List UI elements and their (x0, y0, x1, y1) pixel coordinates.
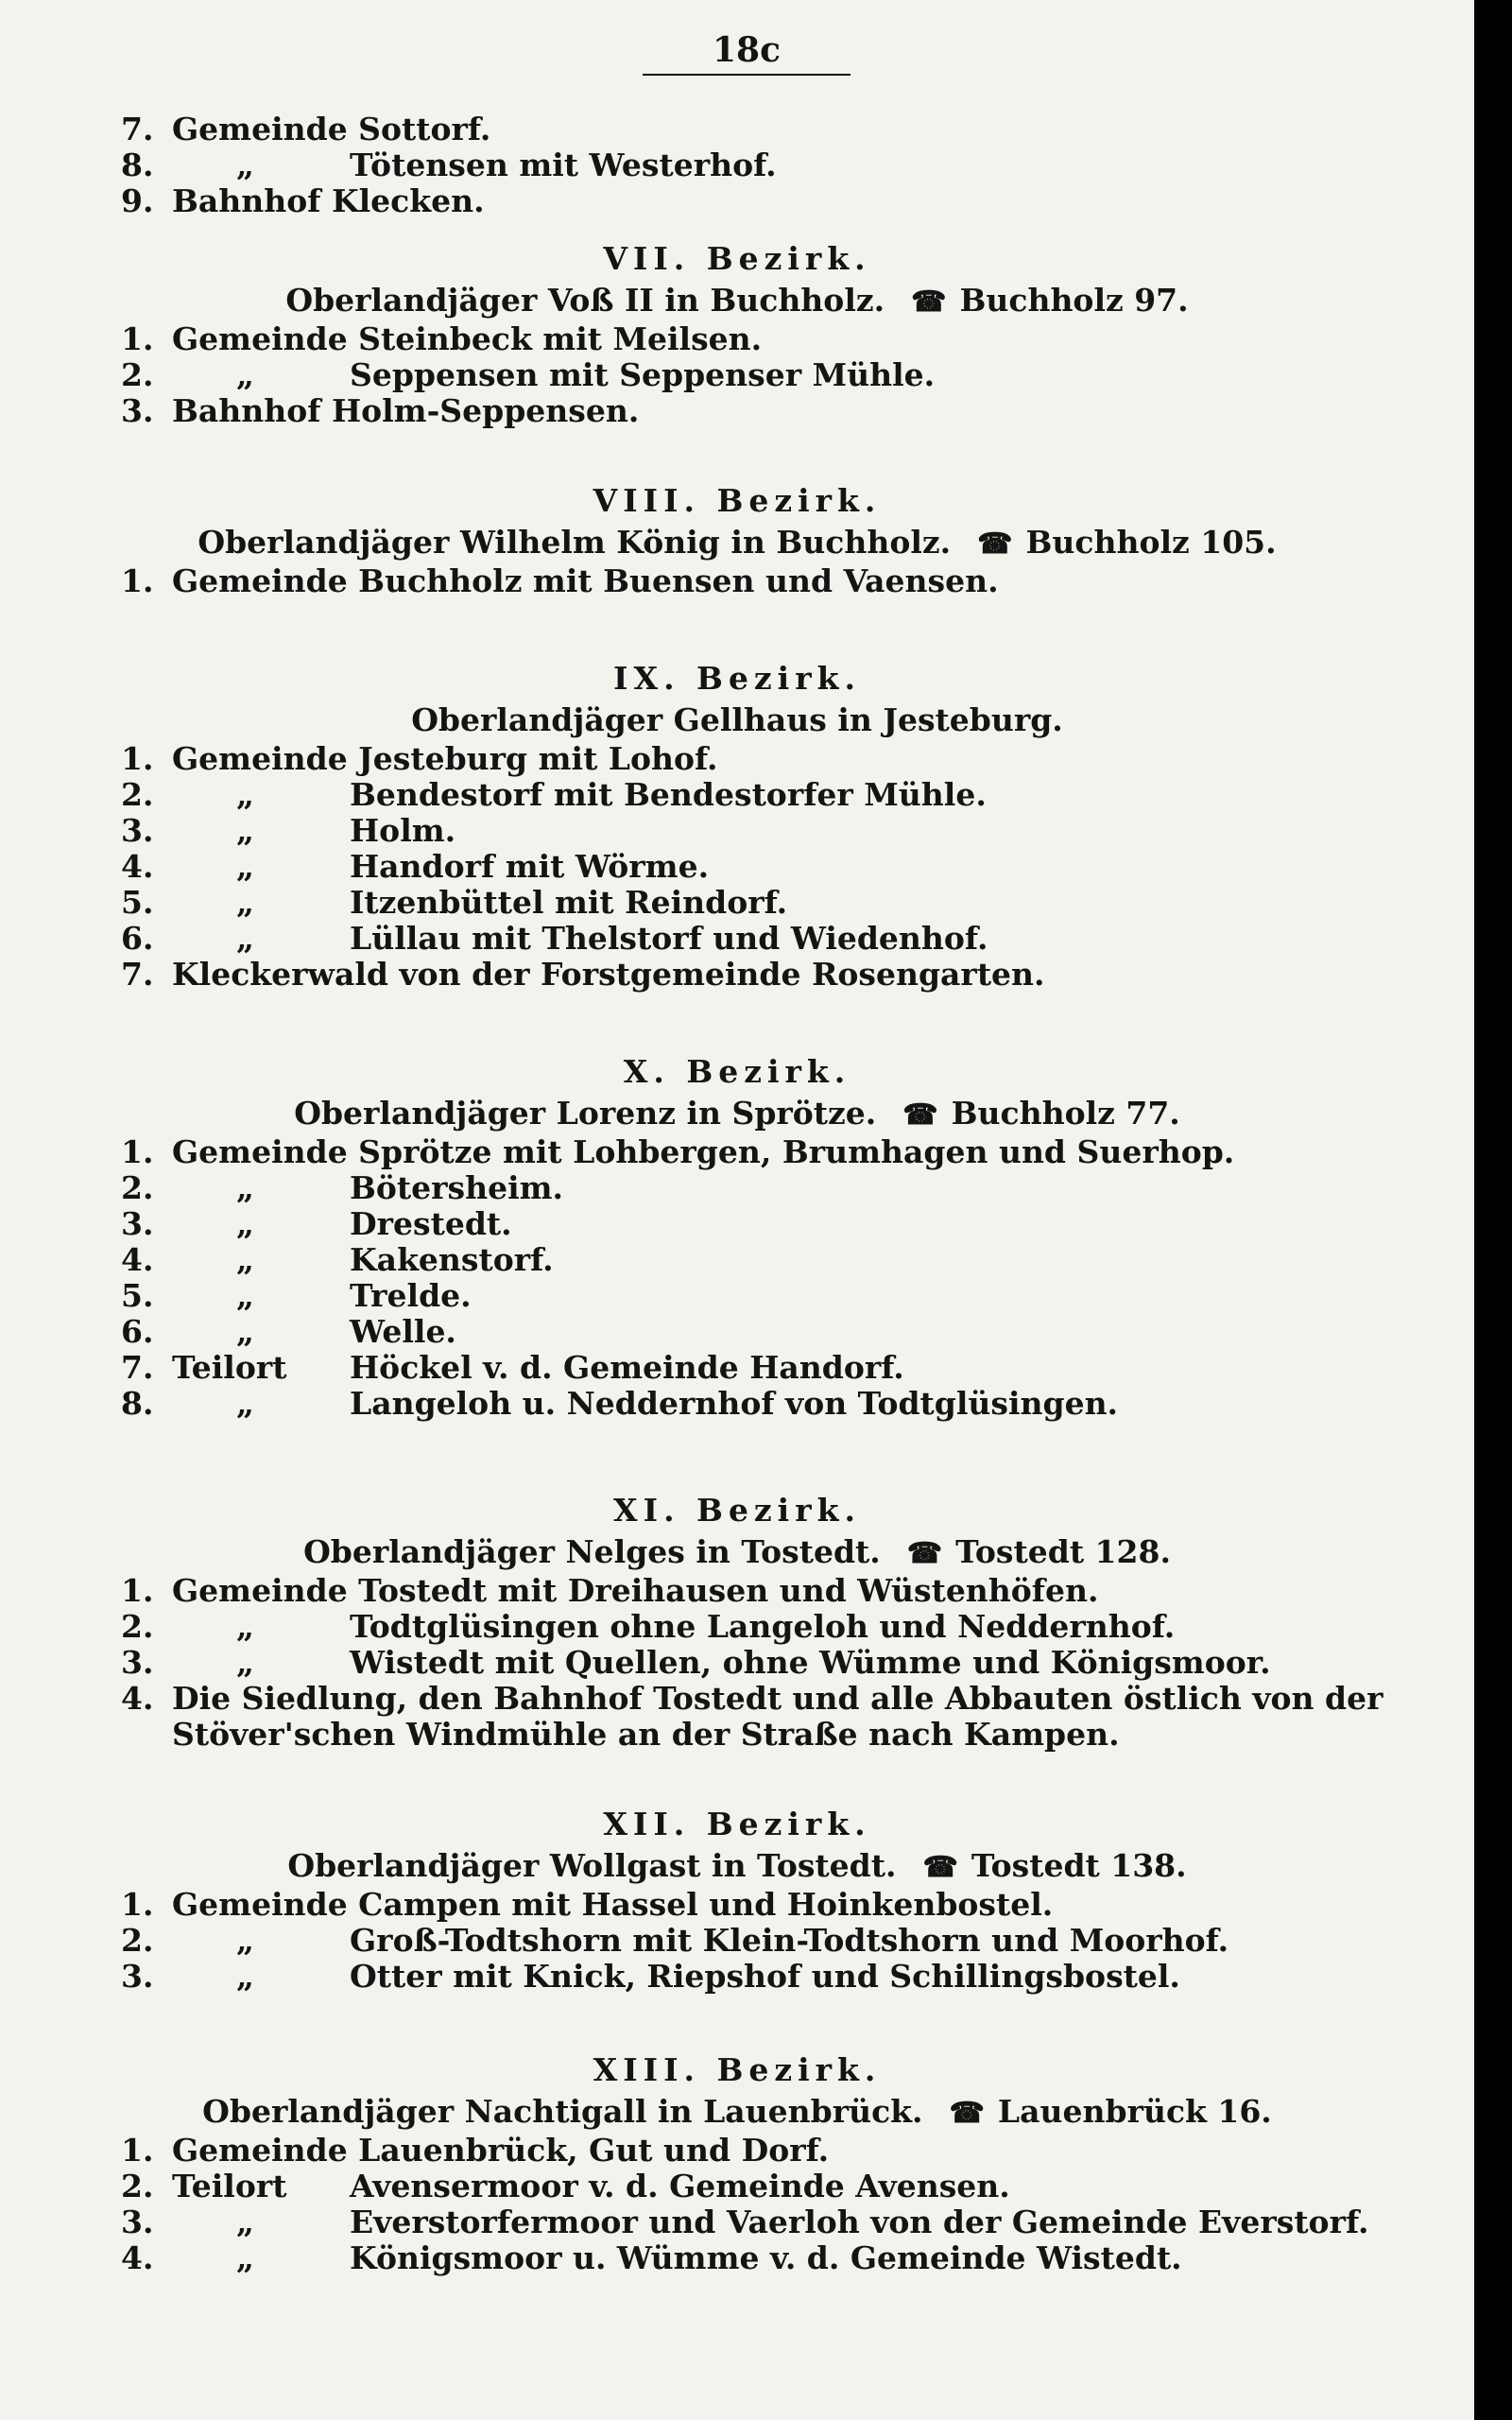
officer-line (0, 2091, 1474, 2133)
list-item (0, 183, 1474, 219)
list-item (0, 1314, 1474, 1350)
officer-name: Oberlandjäger Gellhaus in Jesteburg. (411, 701, 1063, 738)
list-item (0, 1350, 1474, 1386)
item-number: 5. (121, 884, 154, 921)
list-item (0, 741, 1474, 777)
district-section (0, 480, 1474, 599)
phone-number: Buchholz 105. (1025, 524, 1277, 561)
district-section (0, 1051, 1474, 1422)
list-item (0, 2133, 1474, 2169)
item-text: Groß-Todtshorn mit Klein-Todtshorn und Moorhof. (350, 1922, 1229, 1959)
item-number: 1. (121, 1572, 154, 1609)
telephone-icon: ☎ (906, 1537, 943, 1570)
ditto-mark: „ (236, 812, 254, 849)
item-number: 5. (121, 1277, 154, 1314)
item-number: 7. (121, 956, 154, 993)
list-item (0, 1170, 1474, 1206)
item-text: Gemeinde Campen mit Hassel und Hoinkenbostel. (172, 1886, 1054, 1923)
item-text: Todtglüsingen ohne Langeloh und Neddernhof. (350, 1608, 1176, 1645)
ditto-mark: „ (236, 1205, 254, 1242)
telephone-icon: ☎ (911, 285, 947, 319)
item-number: 1. (121, 740, 154, 777)
officer-name: Oberlandjäger Nachtigall in Lauenbrück. (202, 2093, 923, 2130)
list-item (0, 321, 1474, 357)
officer-line (0, 1531, 1474, 1573)
item-text: Die Siedlung, den Bahnhof Tostedt und alle Abbauten östlich von der (172, 1680, 1383, 1717)
item-number: 1. (121, 2132, 154, 2169)
district-title: VIII. Bezirk. (593, 482, 882, 519)
telephone-icon: ☎ (922, 1851, 958, 1884)
phone-number: Tostedt 128. (955, 1533, 1171, 1570)
list-item (0, 921, 1474, 957)
item-text: Gemeinde Sprötze mit Lohbergen, Brumhagen und Suerhop. (172, 1133, 1235, 1170)
ditto-mark: „ (236, 1277, 254, 1314)
list-item (0, 1887, 1474, 1923)
item-number: 8. (121, 1385, 154, 1422)
item-text: Höckel v. d. Gemeinde Handorf. (350, 1349, 904, 1386)
list-item (0, 357, 1474, 393)
ditto-mark: „ (236, 1958, 254, 1995)
item-text: Bötersheim. (350, 1169, 564, 1206)
phone-number: Tostedt 138. (971, 1847, 1187, 1884)
item-number: 4. (121, 848, 154, 885)
item-number: 3. (121, 1644, 154, 1681)
district-section (0, 658, 1474, 993)
ditto-mark: „ (236, 356, 254, 393)
item-number: 3. (121, 1205, 154, 1242)
ditto-mark: „ (236, 147, 254, 183)
list-item (0, 2240, 1474, 2276)
list-item-continuation (0, 1717, 1474, 1753)
district-title: VII. Bezirk. (603, 240, 871, 277)
page-number: 18c (643, 32, 850, 76)
district-title: IX. Bezirk. (613, 660, 861, 697)
item-number: 1. (121, 562, 154, 599)
list-item (0, 777, 1474, 813)
item-number: 3. (121, 1958, 154, 1995)
item-number: 1. (121, 320, 154, 357)
list-item (0, 1134, 1474, 1170)
scan-edge (1474, 0, 1512, 2420)
item-label: Teilort (172, 1349, 287, 1386)
item-text: Gemeinde Buchholz mit Buensen und Vaensen. (172, 562, 999, 599)
ditto-mark: „ (236, 1313, 254, 1350)
item-text: Bahnhof Holm-Seppensen. (172, 392, 640, 429)
item-text: Itzenbüttel mit Reindorf. (350, 884, 788, 921)
officer-name: Oberlandjäger Nelges in Tostedt. (303, 1533, 881, 1570)
item-number: 1. (121, 1133, 154, 1170)
district-title: X. Bezirk. (623, 1053, 851, 1090)
item-text: Gemeinde Jesteburg mit Lohof. (172, 740, 718, 777)
district-section (0, 1490, 1474, 1753)
ditto-mark: „ (236, 884, 254, 921)
item-text: Gemeinde Lauenbrück, Gut und Dorf. (172, 2132, 830, 2169)
ditto-mark: „ (236, 848, 254, 885)
item-text: Tötensen mit Westerhof. (350, 147, 777, 183)
ditto-mark: „ (236, 1169, 254, 1206)
list-item (0, 957, 1474, 993)
officer-line (0, 1845, 1474, 1887)
list-item (0, 1923, 1474, 1959)
item-number: 3. (121, 812, 154, 849)
item-number: 6. (121, 920, 154, 957)
item-number: 7. (121, 111, 154, 147)
item-number: 6. (121, 1313, 154, 1350)
item-text: Everstorfermoor und Vaerloh von der Gemeinde Everstorf. (350, 2204, 1369, 2240)
ditto-mark: „ (236, 2239, 254, 2276)
district-section (0, 2049, 1474, 2276)
item-text: Kakenstorf. (350, 1241, 554, 1278)
item-text: Wistedt mit Quellen, ohne Wümme und Königsmoor. (350, 1644, 1271, 1681)
telephone-icon: ☎ (977, 527, 1013, 561)
item-number: 3. (121, 2204, 154, 2240)
item-number: 2. (121, 776, 154, 813)
item-number: 2. (121, 356, 154, 393)
item-number: 2. (121, 1922, 154, 1959)
officer-name: Oberlandjäger Wollgast in Tostedt. (287, 1847, 897, 1884)
item-text: Welle. (350, 1313, 456, 1350)
item-text: Königsmoor u. Wümme v. d. Gemeinde Wistedt. (350, 2239, 1182, 2276)
list-item (0, 2169, 1474, 2204)
item-text: Otter mit Knick, Riepshof und Schillingsbostel. (350, 1958, 1180, 1995)
item-text: Stöver'schen Windmühle an der Straße nach Kampen. (172, 1716, 1120, 1753)
item-number: 4. (121, 2239, 154, 2276)
item-text: Trelde. (350, 1277, 472, 1314)
list-item (0, 563, 1474, 599)
telephone-icon: ☎ (949, 2097, 985, 2130)
list-item (0, 1959, 1474, 1995)
item-text: Bahnhof Klecken. (172, 182, 485, 219)
district-title: XI. Bezirk. (613, 1492, 861, 1529)
list-item (0, 849, 1474, 885)
list-item (0, 2204, 1474, 2240)
ditto-mark: „ (236, 2204, 254, 2240)
officer-name: Oberlandjäger Voß II in Buchholz. (285, 282, 885, 319)
list-item (0, 1278, 1474, 1314)
district-section (0, 238, 1474, 429)
item-text: Avensermoor v. d. Gemeinde Avensen. (350, 2168, 1010, 2204)
top-list (0, 112, 1474, 219)
item-number: 2. (121, 2168, 154, 2204)
ditto-mark: „ (236, 1608, 254, 1645)
list-item (0, 112, 1474, 147)
ditto-mark: „ (236, 776, 254, 813)
ditto-mark: „ (236, 920, 254, 957)
item-label: Teilort (172, 2168, 287, 2204)
ditto-mark: „ (236, 1385, 254, 1422)
item-number: 2. (121, 1608, 154, 1645)
list-item (0, 147, 1474, 183)
item-number: 8. (121, 147, 154, 183)
district-title: XIII. Bezirk. (593, 2051, 882, 2088)
list-item (0, 1609, 1474, 1645)
item-text: Drestedt. (350, 1205, 512, 1242)
list-item (0, 813, 1474, 849)
item-text: Kleckerwald von der Forstgemeinde Rosengarten. (172, 956, 1045, 993)
list-item (0, 1206, 1474, 1242)
item-number: 2. (121, 1169, 154, 1206)
item-number: 9. (121, 182, 154, 219)
officer-line (0, 700, 1474, 741)
list-item (0, 1242, 1474, 1278)
officer-line (0, 522, 1474, 563)
district-section (0, 1804, 1474, 1995)
item-text: Handorf mit Wörme. (350, 848, 710, 885)
item-text: Gemeinde Steinbeck mit Meilsen. (172, 320, 763, 357)
item-text: Bendestorf mit Bendestorfer Mühle. (350, 776, 987, 813)
item-number: 3. (121, 392, 154, 429)
ditto-mark: „ (236, 1922, 254, 1959)
officer-name: Oberlandjäger Wilhelm König in Buchholz. (198, 524, 952, 561)
list-item (0, 1681, 1474, 1717)
phone-number: Lauenbrück 16. (997, 2093, 1272, 2130)
list-item (0, 1645, 1474, 1681)
list-item (0, 1386, 1474, 1422)
list-item (0, 1573, 1474, 1609)
item-text: Seppensen mit Seppenser Mühle. (350, 356, 936, 393)
item-number: 4. (121, 1680, 154, 1717)
district-title: XII. Bezirk. (603, 1806, 871, 1842)
ditto-mark: „ (236, 1644, 254, 1681)
item-text: Lüllau mit Thelstorf und Wiedenhof. (350, 920, 988, 957)
item-number: 7. (121, 1349, 154, 1386)
list-item (0, 393, 1474, 429)
item-text: Holm. (350, 812, 456, 849)
officer-name: Oberlandjäger Lorenz in Sprötze. (294, 1095, 877, 1132)
item-text: Gemeinde Tostedt mit Dreihausen und Wüstenhöfen. (172, 1572, 1099, 1609)
phone-number: Buchholz 97. (959, 282, 1189, 319)
item-text: Gemeinde Sottorf. (172, 111, 491, 147)
item-number: 4. (121, 1241, 154, 1278)
list-item (0, 885, 1474, 921)
item-text: Langeloh u. Neddernhof von Todtglüsingen. (350, 1385, 1119, 1422)
phone-number: Buchholz 77. (951, 1095, 1180, 1132)
ditto-mark: „ (236, 1241, 254, 1278)
telephone-icon: ☎ (902, 1098, 938, 1132)
item-number: 1. (121, 1886, 154, 1923)
officer-line (0, 280, 1474, 321)
officer-line (0, 1093, 1474, 1134)
